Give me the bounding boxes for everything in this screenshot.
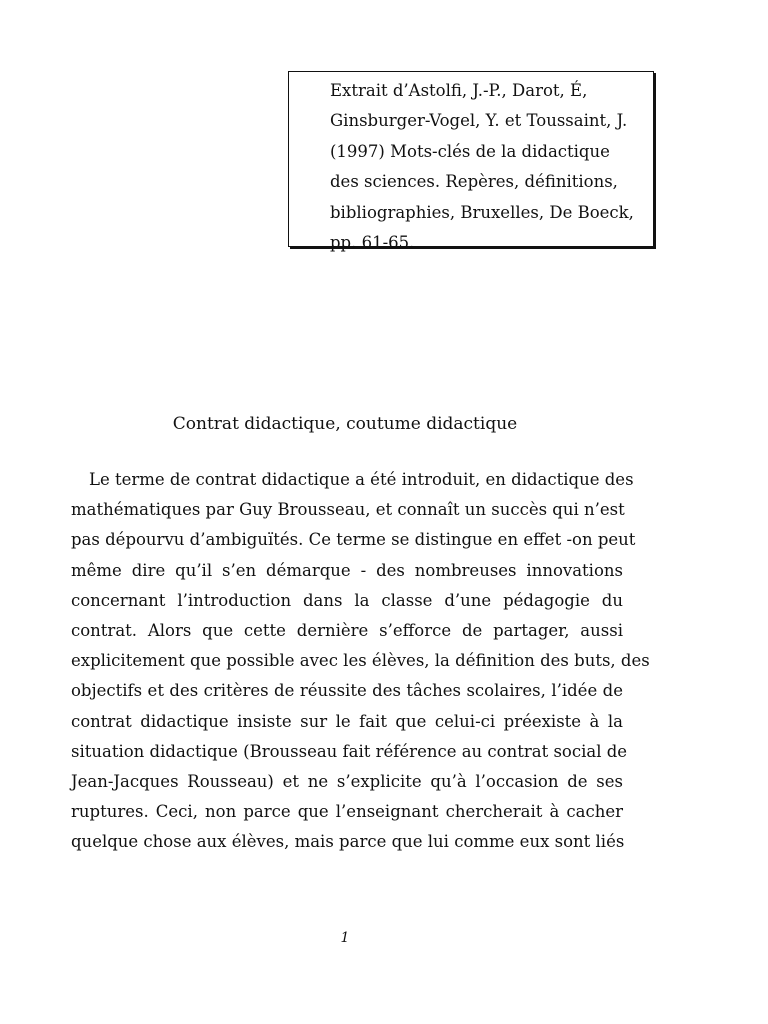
citation-box	[288, 71, 654, 253]
body-line: ruptures. Ceci, non parce que l’enseignant chercherait à cacher	[71, 802, 623, 822]
body-line: concernant l’introduction dans la classe d’une pédagogie du	[71, 590, 623, 610]
body-line: pas dépourvu d’ambiguïtés. Ce terme se distingue en effet -on peut	[71, 530, 636, 550]
citation-line: des sciences. Repères, définitions,	[330, 172, 618, 192]
citation-line: Extrait d’Astolfi, J.-P., Darot, É,	[330, 81, 588, 100]
body-line: contrat. Alors que cette dernière s’efforce de partager, aussi	[71, 620, 623, 640]
citation-line: (1997) Mots-clés de la didactique	[330, 141, 610, 161]
body-line: Le terme de contrat didactique a été introduit, en didactique des	[89, 470, 634, 489]
section-heading: Contrat didactique, coutume didactique	[172, 414, 518, 434]
citation-line: bibliographies, Bruxelles, De Boeck,	[330, 202, 634, 222]
citation-line: Ginsburger-Vogel, Y. et Toussaint, J.	[330, 111, 628, 131]
body-line: explicitement que possible avec les élèves, la définition des buts, des	[71, 651, 650, 671]
page-number: 1	[340, 930, 350, 946]
body-line: mathématiques par Guy Brousseau, et connaît un succès qui n’est	[71, 500, 625, 520]
citation-line: pp. 61-65.	[330, 233, 415, 253]
body-line: objectifs et des critères de réussite des tâches scolaires, l’idée de	[71, 681, 623, 701]
body-line: contrat didactique insiste sur le fait que celui-ci préexiste à la	[71, 711, 623, 731]
body-line: quelque chose aux élèves, mais parce que lui comme eux sont liés	[71, 832, 625, 852]
body-line: situation didactique (Brousseau fait référence au contrat social de	[71, 741, 628, 761]
body-line: même dire qu’il s’en démarque - des nombreuses innovations	[71, 560, 623, 580]
body-paragraph	[71, 465, 650, 857]
body-line: Jean-Jacques Rousseau) et ne s’explicite qu’à l’occasion de ses	[71, 771, 623, 791]
